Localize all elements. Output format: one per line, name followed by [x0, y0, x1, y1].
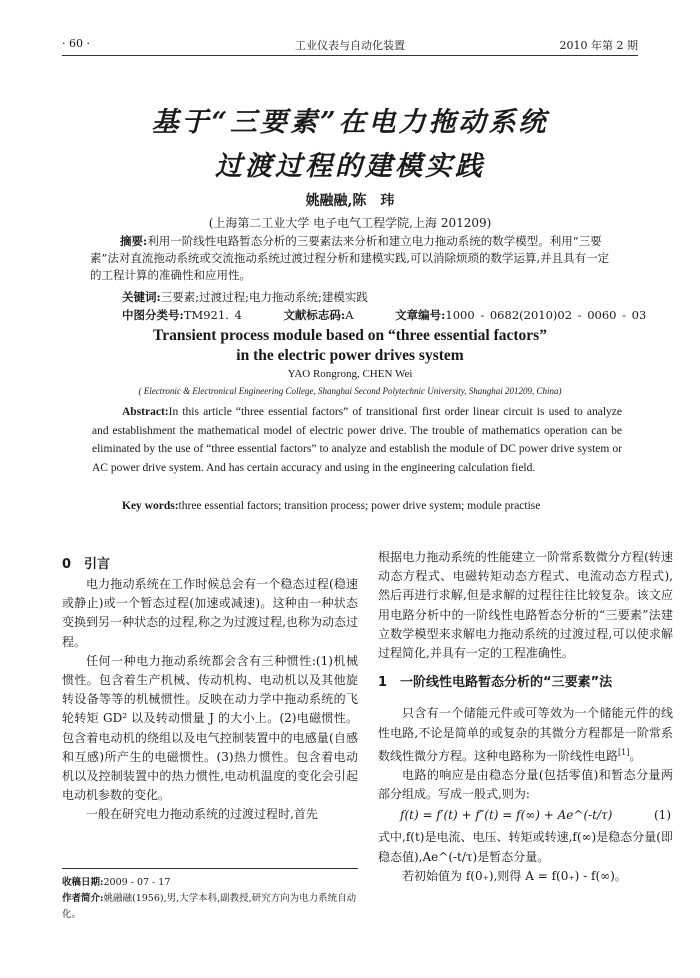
body-paragraph: 电力拖动系统在工作时候总会有一个稳态过程(稳速或静止)或一个暂态过程(加速或减速)。这种由一种状态变换到另一种状态的过程,称之为过渡过程,也称为动态过程。: [62, 577, 358, 649]
section-heading-0: 0 引言: [62, 557, 111, 572]
journal-name: 工业仪表与自动化装置: [295, 39, 405, 52]
abstract-cn-label: 摘要:: [120, 234, 148, 248]
clc-label: 中图分类号:: [122, 308, 184, 322]
bio-value: 姚融融(1956),男,大学本科,副教授,研究方向为电力系统自动化。: [62, 893, 357, 920]
keywords-en-label: Key words:: [122, 500, 179, 512]
keywords-en-text: three essential factors; transition process; power drive system; module practise: [178, 500, 541, 512]
abstract-en: [92, 403, 622, 477]
english-affiliation: ( Electronic & Electronical Engineering College, Shanghai Second Polytechnic University, Shanghai 201209, China): [138, 386, 562, 396]
body-paragraph: 若初始值为 f(0₊),则得 A = f(0₊) - f(∞)。: [402, 868, 627, 883]
bio-label: 作者简介:: [62, 893, 104, 904]
english-authors: YAO Rongrong, CHEN Wei: [287, 368, 413, 380]
body-text: 只含有一个储能元件或可等效为一个储能元件的线性电路,不论是简单的或复杂的其微分方程都是一阶常系数线性微分方程。这种电路称为一阶线性电路: [378, 706, 673, 763]
section-heading-1: 1 一阶线性电路暂态分析的“三要素”法: [378, 675, 613, 691]
title-line-2: 过渡过程的建模实践: [215, 151, 485, 182]
equation-1: [378, 806, 673, 828]
received-label: 收稿日期:: [62, 877, 104, 888]
clc-value: TM921. 4: [183, 308, 242, 322]
body-paragraph: 式中,f(t)是电流、电压、转矩或转速,f(∞)是稳态分量(即稳态值),Ae^(-t/τ)是暂态分量。: [378, 830, 673, 864]
footnote: [62, 868, 358, 923]
doc-code-value: A: [345, 308, 354, 322]
abstract-en-label: Abstract:: [122, 406, 169, 418]
abstract-cn: [90, 233, 618, 284]
authors: 姚融融,陈 玮: [305, 193, 395, 209]
article-no-value: 1000 - 0682(2010)02 - 0060 - 03: [445, 308, 647, 322]
equation-number: (1): [654, 808, 671, 823]
keywords-cn: [122, 289, 368, 305]
keywords-en: [122, 500, 540, 512]
page-number: · 60 ·: [62, 37, 90, 50]
equation-formula: f(t) = f′(t) + f″(t) = f(∞) + Ae^(-t/τ): [400, 808, 613, 823]
body-paragraph: 电路的响应是由稳态分量(包括零值)和暂态分量两部分组成。写成一般式,则为:: [378, 768, 673, 802]
body-text: 。: [629, 748, 642, 763]
abstract-en-text: In this article “three essential factors” of transitional first order linear circuit is used to analyze and establishment the mathematical model of electric power drive. The trouble of mathematics operation can be eliminated by the use of “three essential factors” to analyze and establish the module of DC power drive system or AC power drive system. And has certain accuracy and using in the engineering calculation field.: [92, 406, 622, 474]
keywords-cn-label: 关键词:: [122, 290, 161, 304]
affiliation: (上海第二工业大学 电子电气工程学院,上海 201209): [208, 216, 492, 230]
issue-number: 2010 年第 2 期: [559, 39, 638, 52]
right-column: [378, 548, 673, 886]
english-title-line-1: Transient process module based on “three essential factors”: [153, 327, 547, 344]
english-title-line-2: in the electric power drives system: [236, 347, 464, 364]
body-paragraph: 根据电力拖动系统的性能建立一阶常系数微分方程(转速动态方程式、电磁转矩动态方程式、电流动态方程式),然后再进行求解,但是求解的过程往往比较复杂。该文应用电路分析中的一阶线性电路暂态分析的“三要素”法建立数学模型来求解电力拖动系统的过渡过程,可以使求解过程简化,并具有一定的工程准确性。: [378, 550, 673, 661]
abstract-cn-text: 利用一阶线性电路暂态分析的三要素法来分析和建立电力拖动系统的数学模型。利用“三要素”法对直流拖动系统或交流拖动系统过渡过程分析和建模实践,可以消除烦琐的数学运算,并且具有一定的工程计算的准确性和应用性。: [90, 234, 610, 282]
running-header: [62, 37, 638, 56]
citation-ref: [1]: [618, 747, 630, 757]
body-paragraph: 一般在研究电力拖动系统的过渡过程时,首先: [86, 807, 318, 822]
received-date: [62, 875, 358, 891]
left-column: [62, 575, 358, 825]
doc-code-label: 文献标志码:: [283, 308, 346, 322]
title-line-1: 基于“三要素”在电力拖动系统: [151, 107, 549, 138]
article-no-label: 文章编号:: [395, 308, 446, 322]
keywords-cn-text: 三要素;过渡过程;电力拖动系统;建模实践: [160, 290, 368, 304]
received-value: 2009 - 07 - 17: [103, 877, 171, 888]
body-paragraph: 任何一种电力拖动系统都会含有三种惯性:(1)机械惯性。包含着生产机械、传动机构、电动机以及其他旋转设备等等的机械惯性。反映在动力学中拖动系统的飞轮转矩 GD² 以及转动惯量 J 的大小上。(2)电磁惯性。包含着电动机的绕组以及电气控制装置中的电感量(自感和互感)所产生的电磁惯性。(3)热力惯性。包含着电动机以及控制装置中的热力惯性,电动机温度的变化会引起电动机参数的变化。: [62, 653, 358, 803]
body-paragraph: [378, 704, 673, 766]
classification-line: [122, 307, 682, 323]
author-bio: [62, 891, 358, 923]
